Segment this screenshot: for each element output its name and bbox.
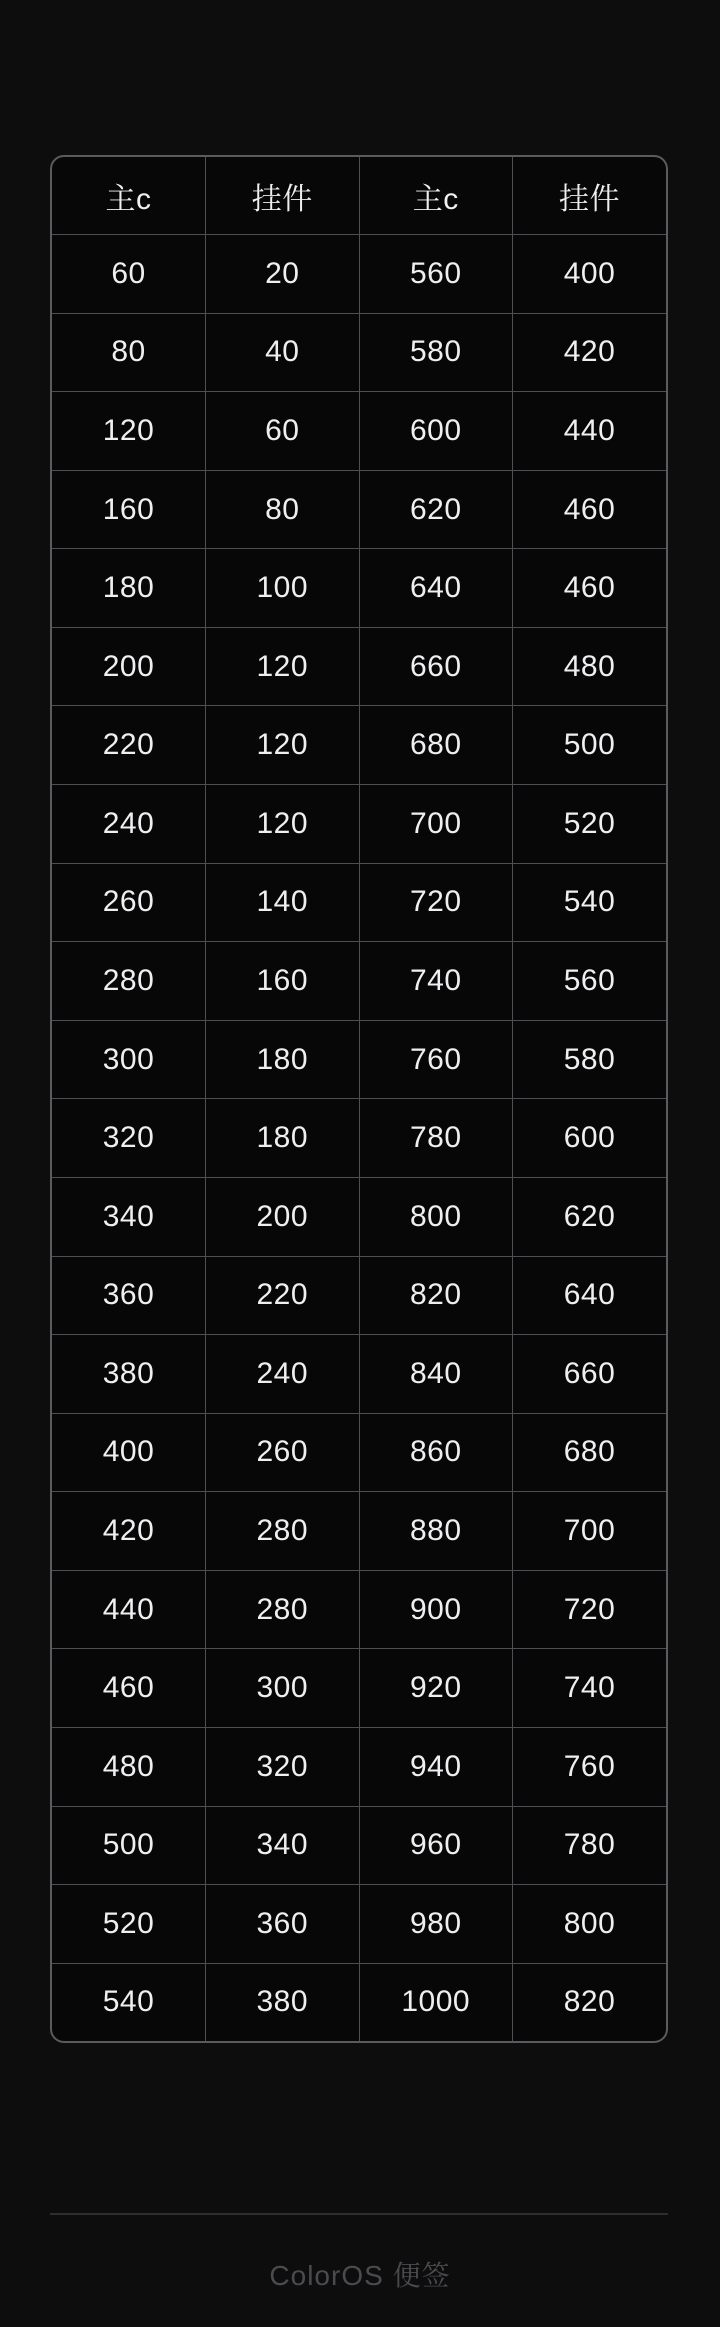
- table-cell: 160: [206, 942, 360, 1021]
- table-cell: 420: [513, 313, 667, 392]
- table-cell: 260: [206, 1413, 360, 1492]
- table-cell: 660: [513, 1335, 667, 1414]
- table-cell: 660: [359, 627, 513, 706]
- table-cell: 300: [206, 1649, 360, 1728]
- table-cell: 280: [206, 1570, 360, 1649]
- footer-divider: [50, 2213, 668, 2215]
- table-cell: 80: [206, 470, 360, 549]
- header-cell-pendant-1: 挂件: [206, 157, 360, 235]
- table-cell: 160: [52, 470, 206, 549]
- table-cell: 120: [206, 706, 360, 785]
- table-cell: 220: [52, 706, 206, 785]
- table-row: [52, 1885, 666, 1964]
- table-cell: 480: [513, 627, 667, 706]
- table-row: [52, 235, 666, 314]
- table-row: [52, 392, 666, 471]
- table-cell: 520: [513, 785, 667, 864]
- table-cell: 280: [206, 1492, 360, 1571]
- table-cell: 760: [359, 1020, 513, 1099]
- table-cell: 700: [513, 1492, 667, 1571]
- table-cell: 180: [52, 549, 206, 628]
- table-row: [52, 1020, 666, 1099]
- header-cell-main-c-2: 主c: [359, 157, 513, 235]
- table-row: [52, 1570, 666, 1649]
- table-cell: 780: [513, 1806, 667, 1885]
- table-cell: 400: [513, 235, 667, 314]
- table-cell: 240: [206, 1335, 360, 1414]
- table-cell: 580: [359, 313, 513, 392]
- table-cell: 460: [513, 470, 667, 549]
- table-cell: 600: [513, 1099, 667, 1178]
- table-cell: 280: [52, 942, 206, 1021]
- table-cell: 260: [52, 863, 206, 942]
- table-cell: 860: [359, 1413, 513, 1492]
- table-cell: 500: [513, 706, 667, 785]
- table-cell: 880: [359, 1492, 513, 1571]
- table-cell: 120: [52, 392, 206, 471]
- table-cell: 780: [359, 1099, 513, 1178]
- table-cell: 440: [513, 392, 667, 471]
- table-cell: 320: [206, 1727, 360, 1806]
- table-cell: 460: [513, 549, 667, 628]
- table-row: [52, 942, 666, 1021]
- table-cell: 20: [206, 235, 360, 314]
- table-row: [52, 863, 666, 942]
- table-cell: 520: [52, 1885, 206, 1964]
- table-cell: 240: [52, 785, 206, 864]
- table-cell: 680: [359, 706, 513, 785]
- table-row: [52, 1649, 666, 1728]
- table-cell: 100: [206, 549, 360, 628]
- table-body: [52, 235, 666, 2042]
- table-row: [52, 1177, 666, 1256]
- table-cell: 380: [206, 1963, 360, 2041]
- table-row: [52, 470, 666, 549]
- table-cell: 580: [513, 1020, 667, 1099]
- table-cell: 900: [359, 1570, 513, 1649]
- table-row: [52, 1727, 666, 1806]
- table-cell: 800: [513, 1885, 667, 1964]
- table-cell: 540: [513, 863, 667, 942]
- table-cell: 440: [52, 1570, 206, 1649]
- table-cell: 320: [52, 1099, 206, 1178]
- table-cell: 420: [52, 1492, 206, 1571]
- table-cell: 140: [206, 863, 360, 942]
- table-cell: 120: [206, 785, 360, 864]
- table-cell: 340: [206, 1806, 360, 1885]
- table-cell: 980: [359, 1885, 513, 1964]
- table-cell: 600: [359, 392, 513, 471]
- header-cell-main-c-1: 主c: [52, 157, 206, 235]
- app-watermark-label: ColorOS 便签: [269, 2260, 451, 2291]
- table-cell: 340: [52, 1177, 206, 1256]
- table-row: [52, 549, 666, 628]
- values-table: [52, 157, 666, 2041]
- table-cell: 740: [359, 942, 513, 1021]
- table-row: [52, 1806, 666, 1885]
- table-row: [52, 1492, 666, 1571]
- table-cell: 500: [52, 1806, 206, 1885]
- table-row: [52, 1099, 666, 1178]
- note-data-table: [50, 155, 668, 2043]
- table-cell: 200: [52, 627, 206, 706]
- table-header-row: [52, 157, 666, 235]
- table-cell: 800: [359, 1177, 513, 1256]
- header-cell-pendant-2: 挂件: [513, 157, 667, 235]
- table-cell: 460: [52, 1649, 206, 1728]
- table-cell: 820: [513, 1963, 667, 2041]
- table-cell: 960: [359, 1806, 513, 1885]
- table-row: [52, 1963, 666, 2041]
- table-header: [52, 157, 666, 235]
- table-cell: 680: [513, 1413, 667, 1492]
- table-cell: 360: [206, 1885, 360, 1964]
- table-cell: 60: [206, 392, 360, 471]
- table-row: [52, 706, 666, 785]
- table-cell: 380: [52, 1335, 206, 1414]
- table-cell: 820: [359, 1256, 513, 1335]
- table-cell: 700: [359, 785, 513, 864]
- table-row: [52, 1335, 666, 1414]
- table-cell: 300: [52, 1020, 206, 1099]
- table-cell: 40: [206, 313, 360, 392]
- table-cell: 640: [359, 549, 513, 628]
- table-cell: 740: [513, 1649, 667, 1728]
- table-cell: 180: [206, 1020, 360, 1099]
- table-cell: 720: [513, 1570, 667, 1649]
- table-cell: 640: [513, 1256, 667, 1335]
- table-cell: 840: [359, 1335, 513, 1414]
- table-cell: 80: [52, 313, 206, 392]
- table-cell: 760: [513, 1727, 667, 1806]
- table-cell: 200: [206, 1177, 360, 1256]
- table-row: [52, 313, 666, 392]
- table-cell: 180: [206, 1099, 360, 1178]
- table-row: [52, 1256, 666, 1335]
- table-row: [52, 1413, 666, 1492]
- table-cell: 720: [359, 863, 513, 942]
- table-row: [52, 627, 666, 706]
- table-cell: 1000: [359, 1963, 513, 2041]
- table-cell: 60: [52, 235, 206, 314]
- table-cell: 560: [513, 942, 667, 1021]
- table-cell: 540: [52, 1963, 206, 2041]
- table-cell: 480: [52, 1727, 206, 1806]
- table-cell: 360: [52, 1256, 206, 1335]
- table-row: [52, 785, 666, 864]
- table-cell: 620: [359, 470, 513, 549]
- table-cell: 940: [359, 1727, 513, 1806]
- table-cell: 560: [359, 235, 513, 314]
- table-cell: 920: [359, 1649, 513, 1728]
- table-cell: 620: [513, 1177, 667, 1256]
- table-cell: 220: [206, 1256, 360, 1335]
- table-cell: 120: [206, 627, 360, 706]
- table-cell: 400: [52, 1413, 206, 1492]
